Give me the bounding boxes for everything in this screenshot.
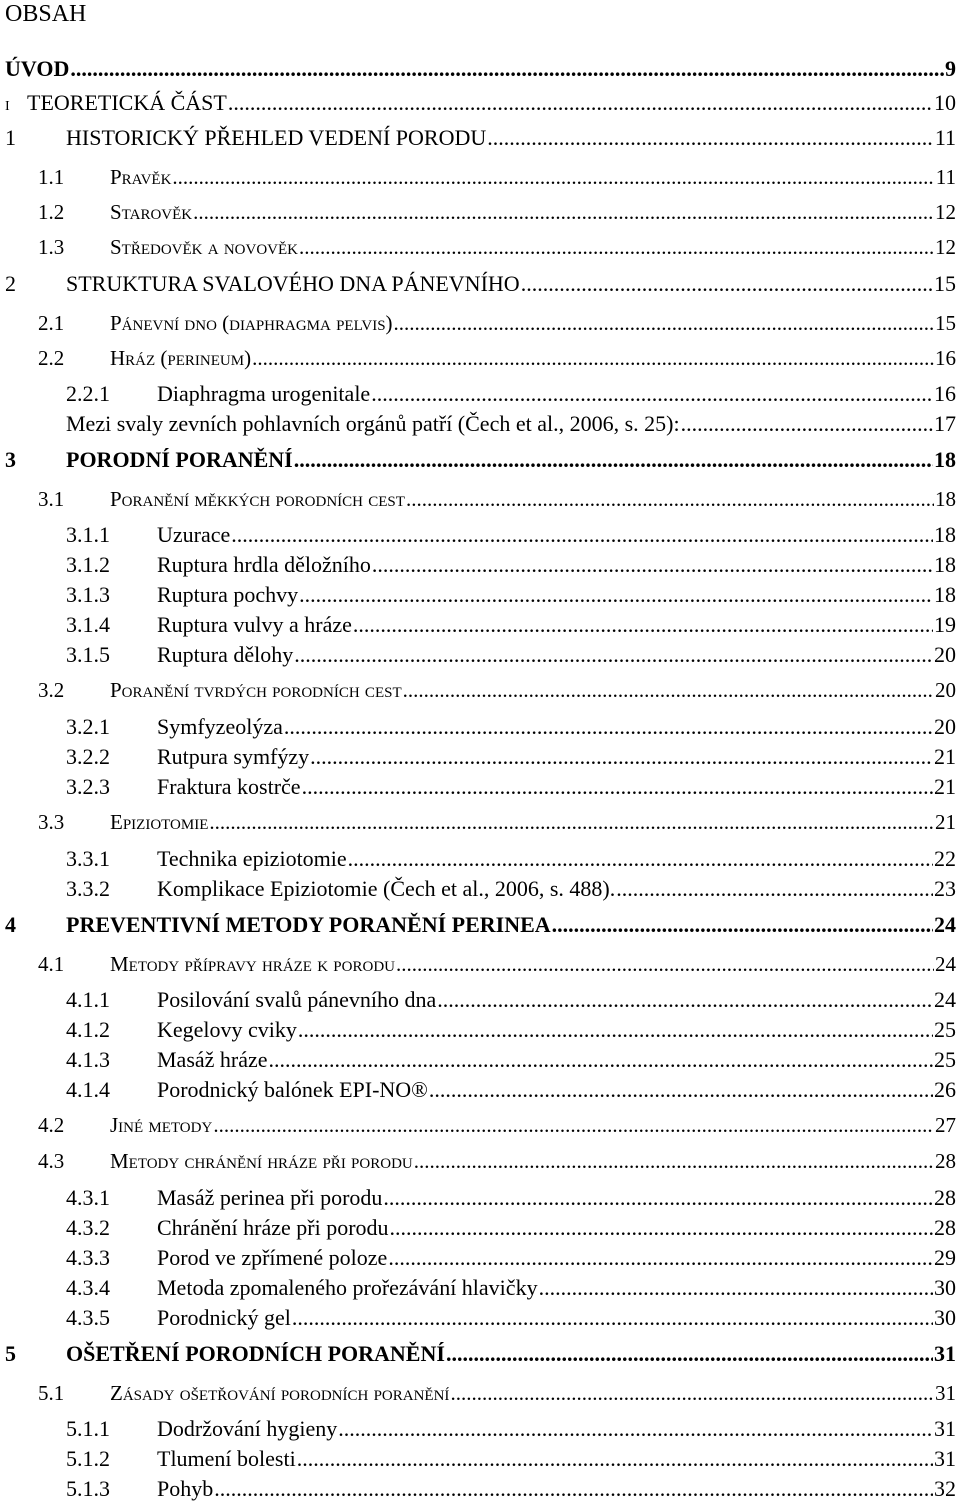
toc-entry-page[interactable]: 19 [934, 612, 956, 637]
toc-entry[interactable] [0, 411, 960, 437]
toc-entry[interactable] [0, 846, 960, 872]
toc-entry[interactable] [0, 1341, 960, 1367]
toc-entry-title[interactable]: Porod ve zpřímené poloze [157, 1245, 388, 1270]
toc-entry-title[interactable]: Ruptura hrdla děložního [157, 552, 371, 577]
toc-entry-title[interactable]: Metody chránění hráze při porodu [110, 1149, 413, 1173]
toc-entry-number: 1.3 [38, 235, 65, 259]
toc-entry[interactable] [0, 447, 960, 473]
toc-entry-title[interactable]: HISTORICKÝ PŘEHLED VEDENÍ PORODU [66, 125, 487, 150]
toc-leader-dots [371, 381, 933, 407]
toc-entry-number: 5 [5, 1341, 16, 1366]
toc-entry[interactable] [0, 90, 960, 116]
toc-entry-title[interactable]: Ruptura vulvy a hráze [157, 612, 352, 637]
toc-leader-dots [383, 1185, 933, 1211]
toc-entry-title[interactable]: Kegelovy cviky [157, 1017, 297, 1042]
toc-leader-dots [172, 165, 934, 190]
toc-leader-dots [292, 1305, 933, 1331]
toc-leader-dots [299, 235, 934, 260]
toc-entry-number: 3.1.3 [66, 582, 110, 607]
toc-entry-title[interactable]: Komplikace Epiziotomie (Čech et al., 2006, s. 488). [157, 876, 616, 901]
toc-leader-dots [406, 487, 934, 512]
toc-entry-number: 4.1 [38, 952, 65, 976]
toc-entry-number: 2.1 [38, 311, 65, 335]
toc-entry-number: 4.3.5 [66, 1305, 110, 1330]
toc-entry-page[interactable]: 18 [935, 487, 956, 511]
toc-entry-page[interactable]: 25 [934, 1017, 956, 1042]
toc-entry-title[interactable]: OŠETŘENÍ PORODNÍCH PORANĚNÍ [66, 1341, 445, 1366]
toc-leader-dots [193, 200, 934, 225]
toc-entry-page[interactable]: 23 [934, 876, 956, 901]
toc-entry-page[interactable]: 28 [935, 1149, 956, 1173]
toc-entry[interactable] [0, 1381, 960, 1406]
toc-entry-page[interactable]: 21 [934, 744, 956, 769]
toc-entry-number: 3.3.1 [66, 846, 110, 871]
toc-entry[interactable] [0, 876, 960, 902]
toc-leader-dots [446, 1341, 933, 1367]
toc-entry-number: 4 [5, 912, 16, 937]
toc-leader-dots [294, 642, 933, 668]
toc-entry-title[interactable]: Tlumení bolesti [157, 1446, 296, 1471]
toc-entry[interactable] [0, 1476, 960, 1502]
toc-entry-page[interactable]: 15 [935, 311, 956, 335]
toc-entry[interactable] [0, 381, 960, 407]
toc-entry-page[interactable]: 31 [934, 1416, 956, 1441]
toc-entry-title[interactable]: Technika epiziotomie [157, 846, 347, 871]
toc-entry[interactable] [0, 1113, 960, 1138]
toc-leader-dots [437, 987, 933, 1013]
toc-entry-page[interactable]: 16 [934, 381, 956, 406]
toc-entry[interactable] [0, 612, 960, 638]
toc-entry-page[interactable]: 21 [935, 810, 956, 834]
toc-entry[interactable] [0, 642, 960, 668]
toc-entry[interactable] [0, 1305, 960, 1331]
toc-entry-title[interactable]: Diaphragma urogenitale [157, 381, 371, 406]
toc-entry-number: 5.1.3 [66, 1476, 110, 1501]
toc-leader-dots [394, 311, 934, 336]
toc-leader-dots [414, 1149, 934, 1174]
toc-entry-number: 3.1.4 [66, 612, 110, 637]
toc-entry-number: 4.3.1 [66, 1185, 110, 1210]
toc-entry-page[interactable]: 16 [935, 346, 956, 370]
toc-entry[interactable] [0, 774, 960, 800]
toc-entry-number: 5.1.2 [66, 1446, 110, 1471]
toc-entry-number: 3.1.5 [66, 642, 110, 667]
toc-entry-title[interactable]: Mezi svaly zevních pohlavních orgánů patří (Čech et al., 2006, s. 25): [66, 411, 680, 436]
toc-entry-title[interactable]: Pravěk [110, 165, 172, 189]
toc-entry[interactable] [0, 1275, 960, 1301]
toc-entry[interactable] [0, 125, 960, 151]
toc-leader-dots [209, 810, 934, 835]
toc-entry-number: 3.1.2 [66, 552, 110, 577]
toc-leader-dots [429, 1077, 933, 1103]
toc-entry-number: 1 [5, 125, 16, 150]
toc-entry-title[interactable]: Poranění tvrdých porodních cest [110, 678, 402, 702]
toc-entry[interactable] [0, 1047, 960, 1073]
toc-leader-dots [302, 774, 933, 800]
toc-leader-dots [294, 447, 933, 473]
toc-entry-title[interactable]: Starověk [110, 200, 193, 224]
toc-entry-page[interactable]: 31 [935, 1381, 956, 1405]
toc-entry-number: 4.3.3 [66, 1245, 110, 1270]
toc-entry-title[interactable]: Porodnický balónek EPI-NO® [157, 1077, 428, 1102]
toc-entry-title[interactable]: Masáž hráze [157, 1047, 268, 1072]
toc-entry-number: 1.1 [38, 165, 65, 189]
toc-entry[interactable] [0, 200, 960, 225]
toc-leader-dots [390, 1215, 933, 1241]
toc-entry-number: 4.1.2 [66, 1017, 110, 1042]
toc-leader-dots [450, 1381, 934, 1406]
toc-entry-title[interactable]: Ruptura pochvy [157, 582, 299, 607]
toc-entry-number: 4.3 [38, 1149, 65, 1173]
toc-entry-number: 3.2 [38, 678, 65, 702]
toc-entry-page[interactable]: 12 [935, 235, 956, 259]
toc-entry-number: 4.1.1 [66, 987, 110, 1012]
toc-entry-page[interactable]: 11 [934, 125, 956, 150]
toc-entry-title[interactable]: Metody přípravy hráze k porodu [110, 952, 395, 976]
toc-entry-title[interactable]: Jiné metody [110, 1113, 213, 1137]
toc-entry-number: 5.1.1 [66, 1416, 110, 1441]
toc-leader-dots [231, 522, 933, 548]
toc-entry-title[interactable]: Posilování svalů pánevního dna [157, 987, 437, 1012]
toc-entry-page[interactable]: 30 [934, 1305, 956, 1330]
toc-leader-dots [284, 714, 933, 740]
toc-leader-dots [348, 846, 933, 872]
toc-entry-page[interactable]: 11 [935, 165, 956, 189]
toc-leader-dots [539, 1275, 933, 1301]
toc-entry-title[interactable]: Porodnický gel [157, 1305, 291, 1330]
toc-entry[interactable] [0, 987, 960, 1013]
toc-entry-page[interactable]: 18 [934, 552, 956, 577]
toc-entry-page[interactable]: 22 [934, 846, 956, 871]
toc-entry-title[interactable]: PREVENTIVNÍ METODY PORANĚNÍ PERINEA [66, 912, 551, 937]
toc-entry[interactable] [0, 1149, 960, 1174]
toc-entry-title[interactable]: Středověk a novověk [110, 235, 298, 259]
toc-title: OBSAH [5, 1, 87, 27]
toc-leader-dots [228, 90, 933, 116]
toc-entry[interactable] [0, 1416, 960, 1442]
toc-entry-number: 3.2.2 [66, 744, 110, 769]
toc-entry[interactable] [0, 1446, 960, 1472]
toc-entry-page[interactable]: 29 [934, 1245, 956, 1270]
toc-leader-dots [487, 125, 934, 151]
toc-entry-page[interactable]: 25 [934, 1047, 956, 1072]
toc-entry-number: 5.1 [38, 1381, 65, 1405]
toc-entry-number: 4.1.3 [66, 1047, 110, 1072]
toc-entry-page[interactable]: 28 [934, 1215, 956, 1240]
toc-entry-page[interactable]: 21 [934, 774, 956, 799]
toc-leader-dots [616, 876, 933, 902]
toc-entry-page[interactable]: 24 [934, 912, 956, 937]
toc-leader-dots [353, 612, 933, 638]
toc-entry-number: I [5, 99, 10, 114]
toc-entry-title[interactable]: Symfyzeolýza [157, 714, 283, 739]
toc-entry-title[interactable]: STRUKTURA SVALOVÉHO DNA PÁNEVNÍHO [66, 271, 520, 296]
toc-entry-page[interactable]: 12 [935, 200, 956, 224]
toc-entry-title[interactable]: TEORETICKÁ ČÁST [27, 90, 227, 115]
toc-entry-title[interactable]: Fraktura kostrče [157, 774, 301, 799]
toc-entry[interactable] [0, 1185, 960, 1211]
toc-entry[interactable] [0, 810, 960, 835]
toc-entry[interactable] [0, 912, 960, 938]
toc-entry-page[interactable]: 24 [935, 952, 956, 976]
toc-entry-page[interactable]: 30 [934, 1275, 956, 1300]
toc-leader-dots [297, 1446, 933, 1472]
toc-entry[interactable] [0, 487, 960, 512]
toc-entry-number: 3.1.1 [66, 522, 110, 547]
toc-leader-dots [521, 271, 933, 297]
toc-entry[interactable] [0, 346, 960, 371]
toc-entry-title[interactable]: Zásady ošetřování porodních poranění [110, 1381, 450, 1405]
toc-leader-dots [70, 56, 944, 82]
toc-entry-page[interactable]: 27 [935, 1113, 956, 1137]
toc-entry-page[interactable]: 32 [934, 1476, 956, 1501]
toc-leader-dots [213, 1113, 934, 1138]
toc-entry[interactable] [0, 522, 960, 548]
toc-entry[interactable] [0, 714, 960, 740]
toc-entry[interactable] [0, 678, 960, 703]
toc-entry-number: 2 [5, 271, 16, 296]
toc-leader-dots [552, 912, 933, 938]
toc-entry[interactable] [0, 952, 960, 977]
toc-entry-number: 4.3.4 [66, 1275, 110, 1300]
toc-entry-number: 2.2.1 [66, 381, 110, 406]
toc-entry-number: 3.2.1 [66, 714, 110, 739]
toc-entry-page[interactable]: 20 [935, 678, 956, 702]
toc-entry[interactable] [0, 552, 960, 578]
toc-leader-dots [403, 678, 934, 703]
toc-entry[interactable] [0, 582, 960, 608]
toc-entry-page[interactable]: 31 [934, 1446, 956, 1471]
toc-entry-number: 3 [5, 447, 16, 472]
toc-entry-number: 1.2 [38, 200, 65, 224]
toc-leader-dots [252, 346, 934, 371]
toc-entry-title[interactable]: Metoda zpomaleného prořezávání hlavičky [157, 1275, 538, 1300]
toc-entry-title[interactable]: Chránění hráze při porodu [157, 1215, 389, 1240]
toc-entry-number: 3.2.3 [66, 774, 110, 799]
toc-entry-page[interactable]: 24 [934, 987, 956, 1012]
toc-entry-title[interactable]: Pánevní dno (diaphragma pelvis) [110, 311, 393, 335]
toc-entry-title[interactable]: ÚVOD [5, 56, 70, 81]
toc-entry[interactable] [0, 1245, 960, 1271]
toc-entry-title[interactable]: Masáž perinea při porodu [157, 1185, 383, 1210]
toc-entry-title[interactable]: Uzurace [157, 522, 231, 547]
toc-leader-dots [310, 744, 933, 770]
toc-entry-title[interactable]: Dodržování hygieny [157, 1416, 338, 1441]
toc-entry[interactable] [0, 271, 960, 297]
toc-entry-page[interactable]: 9 [945, 56, 956, 81]
toc-leader-dots [298, 1017, 933, 1043]
toc-entry-page[interactable]: 31 [934, 1341, 956, 1366]
toc-entry-page[interactable]: 15 [934, 271, 956, 296]
toc-entry[interactable] [0, 235, 960, 260]
toc-entry-page[interactable]: 20 [934, 714, 956, 739]
toc-entry-page[interactable]: 20 [934, 642, 956, 667]
toc-entry-page[interactable]: 26 [934, 1077, 956, 1102]
toc-entry-number: 3.3.2 [66, 876, 110, 901]
toc-entry-number: 4.2 [38, 1113, 65, 1137]
toc-entry-number: 4.1.4 [66, 1077, 110, 1102]
toc-leader-dots [269, 1047, 933, 1073]
toc-leader-dots [299, 582, 933, 608]
toc-entry-title[interactable]: Poranění měkkých porodních cest [110, 487, 405, 511]
toc-leader-dots [214, 1476, 933, 1502]
toc-entry-number: 3.3 [38, 810, 65, 834]
toc-leader-dots [388, 1245, 933, 1271]
toc-leader-dots [396, 952, 934, 977]
toc-entry-page[interactable]: 10 [934, 90, 956, 115]
toc-entry-page[interactable]: 28 [934, 1185, 956, 1210]
toc-leader-dots [372, 552, 933, 578]
toc-leader-dots [681, 411, 933, 437]
toc-entry-number: 4.3.2 [66, 1215, 110, 1240]
toc-entry-title[interactable]: Rutpura symfýzy [157, 744, 310, 769]
toc-entry-number: 2.2 [38, 346, 65, 370]
toc-entry-title[interactable]: Epiziotomie [110, 810, 209, 834]
toc-entry-page[interactable]: 18 [934, 447, 956, 472]
toc-entry-page[interactable]: 18 [934, 582, 956, 607]
toc-leader-dots [338, 1416, 933, 1442]
toc-entry[interactable] [0, 744, 960, 770]
toc-entry-page[interactable]: 18 [934, 522, 956, 547]
toc-entry[interactable] [0, 56, 960, 82]
toc-entry-page[interactable]: 17 [934, 411, 956, 436]
toc-entry-number: 3.1 [38, 487, 65, 511]
toc-entry-title[interactable]: Hráz (perineum) [110, 346, 252, 370]
toc-entry[interactable] [0, 165, 960, 190]
toc-entry[interactable] [0, 1215, 960, 1241]
toc-entry-title[interactable]: Pohyb [157, 1476, 214, 1501]
toc-entry[interactable] [0, 311, 960, 336]
toc-entry[interactable] [0, 1017, 960, 1043]
toc-entry-title[interactable]: Ruptura dělohy [157, 642, 294, 667]
toc-entry-title[interactable]: PORODNÍ PORANĚNÍ [66, 447, 293, 472]
toc-entry[interactable] [0, 1077, 960, 1103]
